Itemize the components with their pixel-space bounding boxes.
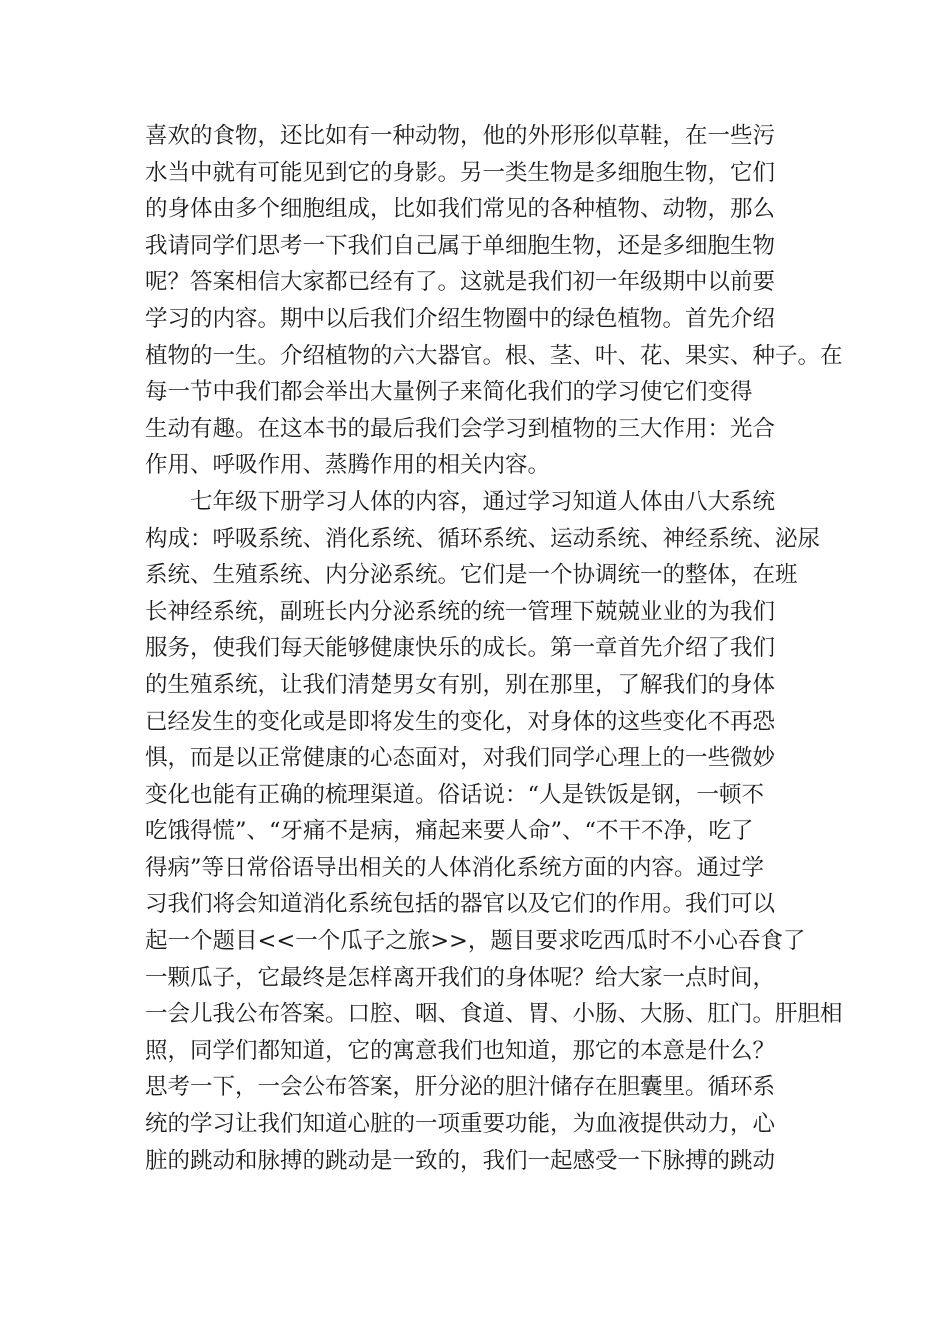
- text-line: 吃饿得慌”、“牙痛不是病，痛起来要人命”、“不干不净，吃了: [145, 818, 754, 845]
- text-line: 作用、呼吸作用、蒸腾作用的相关内容。: [145, 452, 551, 479]
- text-line: 喜欢的食物，还比如有一种动物，他的外形形似草鞋，在一些污: [145, 123, 776, 149]
- text-line: 的生殖系统，让我们清楚男女有别，别在那里，了解我们的身体: [145, 671, 776, 698]
- text-line: 起一个题目<<一个瓜子之旅>>，题目要求吃西瓜时不小心吞食了: [145, 928, 806, 955]
- text-line: 植物的一生。介绍植物的六大器官。根、茎、叶、花、果实、种子。在: [145, 342, 843, 369]
- text-line: 水当中就有可能见到它的身影。另一类生物是多细胞生物，它们: [145, 159, 776, 186]
- text-line: 惧，而是以正常健康的心态面对，对我们同学心理上的一些微妙: [145, 745, 776, 772]
- text-line: 学习的内容。期中以后我们介绍生物圈中的绿色植物。首先介绍: [145, 305, 776, 332]
- text-line: 系统、生殖系统、内分泌系统。它们是一个协调统一的整体，在班: [145, 562, 798, 589]
- text-line: 每一节中我们都会举出大量例子来简化我们的学习使它们变得: [145, 379, 753, 406]
- text-line: 统的学习让我们知道心脏的一项重要功能，为血液提供动力，心: [145, 1111, 776, 1138]
- text-line: 得病”等日常俗语导出相关的人体消化系统方面的内容。通过学: [145, 854, 765, 881]
- text-line: 一会儿我公布答案。口腔、咽、食道、胃、小肠、大肠、肛门。肝胆相: [145, 1001, 843, 1028]
- text-line: 已经发生的变化或是即将发生的变化，对身体的这些变化不再恐: [145, 708, 776, 735]
- text-line: 生动有趣。在这本书的最后我们会学习到植物的三大作用：光合: [145, 415, 776, 442]
- text-line: 服务，使我们每天能够健康快乐的成长。第一章首先介绍了我们: [145, 635, 776, 662]
- text-line: 照，同学们都知道，它的寓意我们也知道，那它的本意是什么？: [145, 1037, 776, 1064]
- paragraph-start-line: 七年级下册学习人体的内容，通过学习知道人体由八大系统: [190, 488, 776, 515]
- body-text: [145, 118, 843, 1179]
- text-line: 长神经系统，副班长内分泌系统的统一管理下兢兢业业的为我们: [145, 598, 776, 625]
- text-line: 习我们将会知道消化系统包括的器官以及它们的作用。我们可以: [145, 891, 776, 918]
- text-line: 构成：呼吸系统、消化系统、循环系统、运动系统、神经系统、泌尿: [145, 525, 821, 552]
- text-line: 呢？答案相信大家都已经有了。这就是我们初一年级期中以前要: [145, 269, 776, 296]
- text-line: 思考一下，一会公布答案，肝分泌的胆汁储存在胆囊里。循环系: [145, 1074, 776, 1101]
- text-line: 一颗瓜子，它最终是怎样离开我们的身体呢？给大家一点时间，: [145, 964, 776, 991]
- text-line: 脏的跳动和脉搏的跳动是一致的，我们一起感受一下脉搏的跳动: [145, 1147, 776, 1174]
- text-line: 的身体由多个细胞组成，比如我们常见的各种植物、动物，那么: [145, 196, 776, 223]
- text-line: 变化也能有正确的梳理渠道。俗话说：“人是铁饭是钢，一顿不: [145, 781, 765, 808]
- text-line: 我请同学们思考一下我们自己属于单细胞生物，还是多细胞生物: [145, 232, 776, 259]
